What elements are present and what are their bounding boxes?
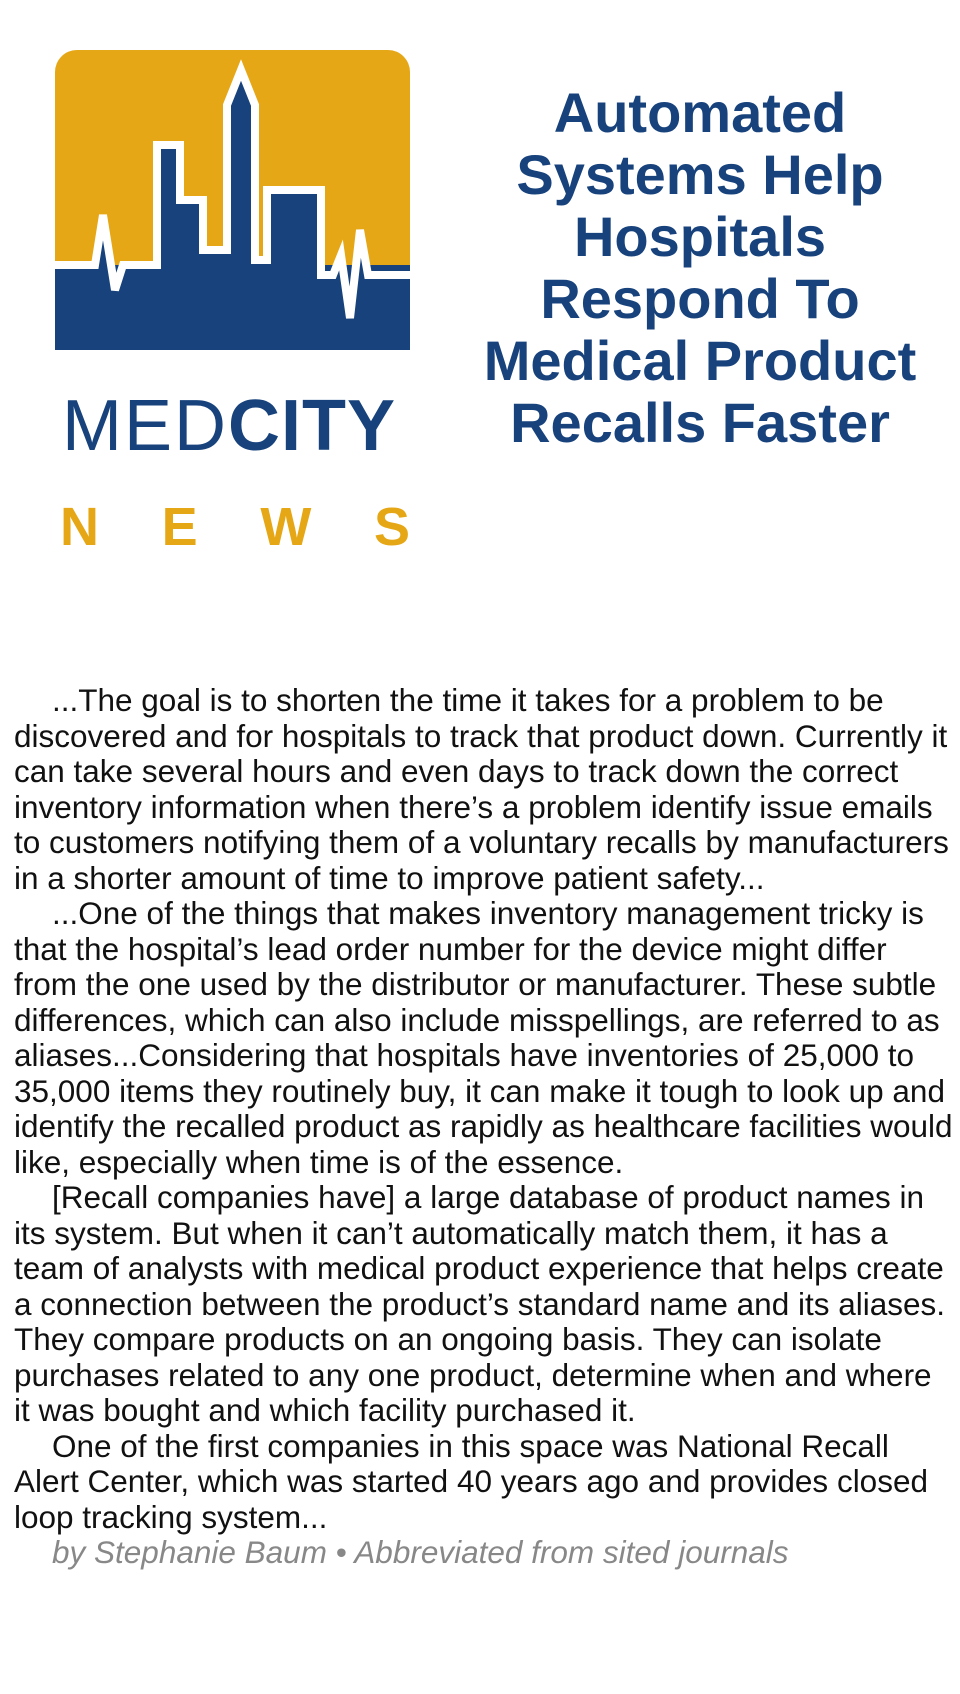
logo-medcity-text — [62, 386, 397, 466]
logo-wordmark — [55, 386, 410, 557]
article-paragraph: ...One of the things that makes inventory management tricky is that the hospital’s lead order number for the device might differ from the one used by the distributor or manufacturer. These subtle differences, which can also include misspellings, are referred to as aliases...Considering that hospitals have inventories of 25,000 to 35,000 items they routinely buy, it can make it tough to look up and identify the recalled product as rapidly as healthcare facilities would like, especially when time is of the essence. — [14, 895, 953, 1180]
article-paragraph: One of the first companies in this space was National Recall Alert Center, which was started 40 years ago and provides closed loop tracking system... — [14, 1427, 928, 1535]
logo-news-letter: N — [60, 497, 99, 557]
logo-news-text — [60, 497, 410, 557]
logo-news-letter: S — [373, 497, 410, 557]
logo-news-letter: E — [161, 497, 198, 557]
article-paragraph: ...The goal is to shorten the time it takes for a problem to be discovered and for hospitals to track that product down. Currently it can take several hours and even days to track down the correct inventory information when there’s a problem identify issue emails to customers notifying them of a voluntary recalls by manufacturers in a shorter amount of time to improve patient safety... — [14, 682, 949, 896]
medcity-news-logo — [55, 50, 410, 557]
article-paragraph: [Recall companies have] a large database of product names in its system. But when it can’t automatically match them, it has a team of analysts with medical product experience that helps create a connection between the product’s standard name and its aliases. They compare products on an ongoing basis. They can isolate purchases related to any one product, determine when and where it was bought and which facility purchased it. — [14, 1179, 946, 1428]
article-body — [14, 683, 954, 1571]
article-headline: Automated Systems Help Hospitals Respond To Medical Product Recalls Faster — [483, 81, 917, 454]
city-skyline-heartbeat-icon — [55, 50, 410, 350]
logo-med-text: MED — [62, 386, 228, 466]
logo-city-text: CITY — [228, 386, 397, 466]
article-byline: by Stephanie Baum • Abbreviated from sited journals — [52, 1534, 789, 1570]
logo-news-letter: W — [260, 497, 312, 557]
